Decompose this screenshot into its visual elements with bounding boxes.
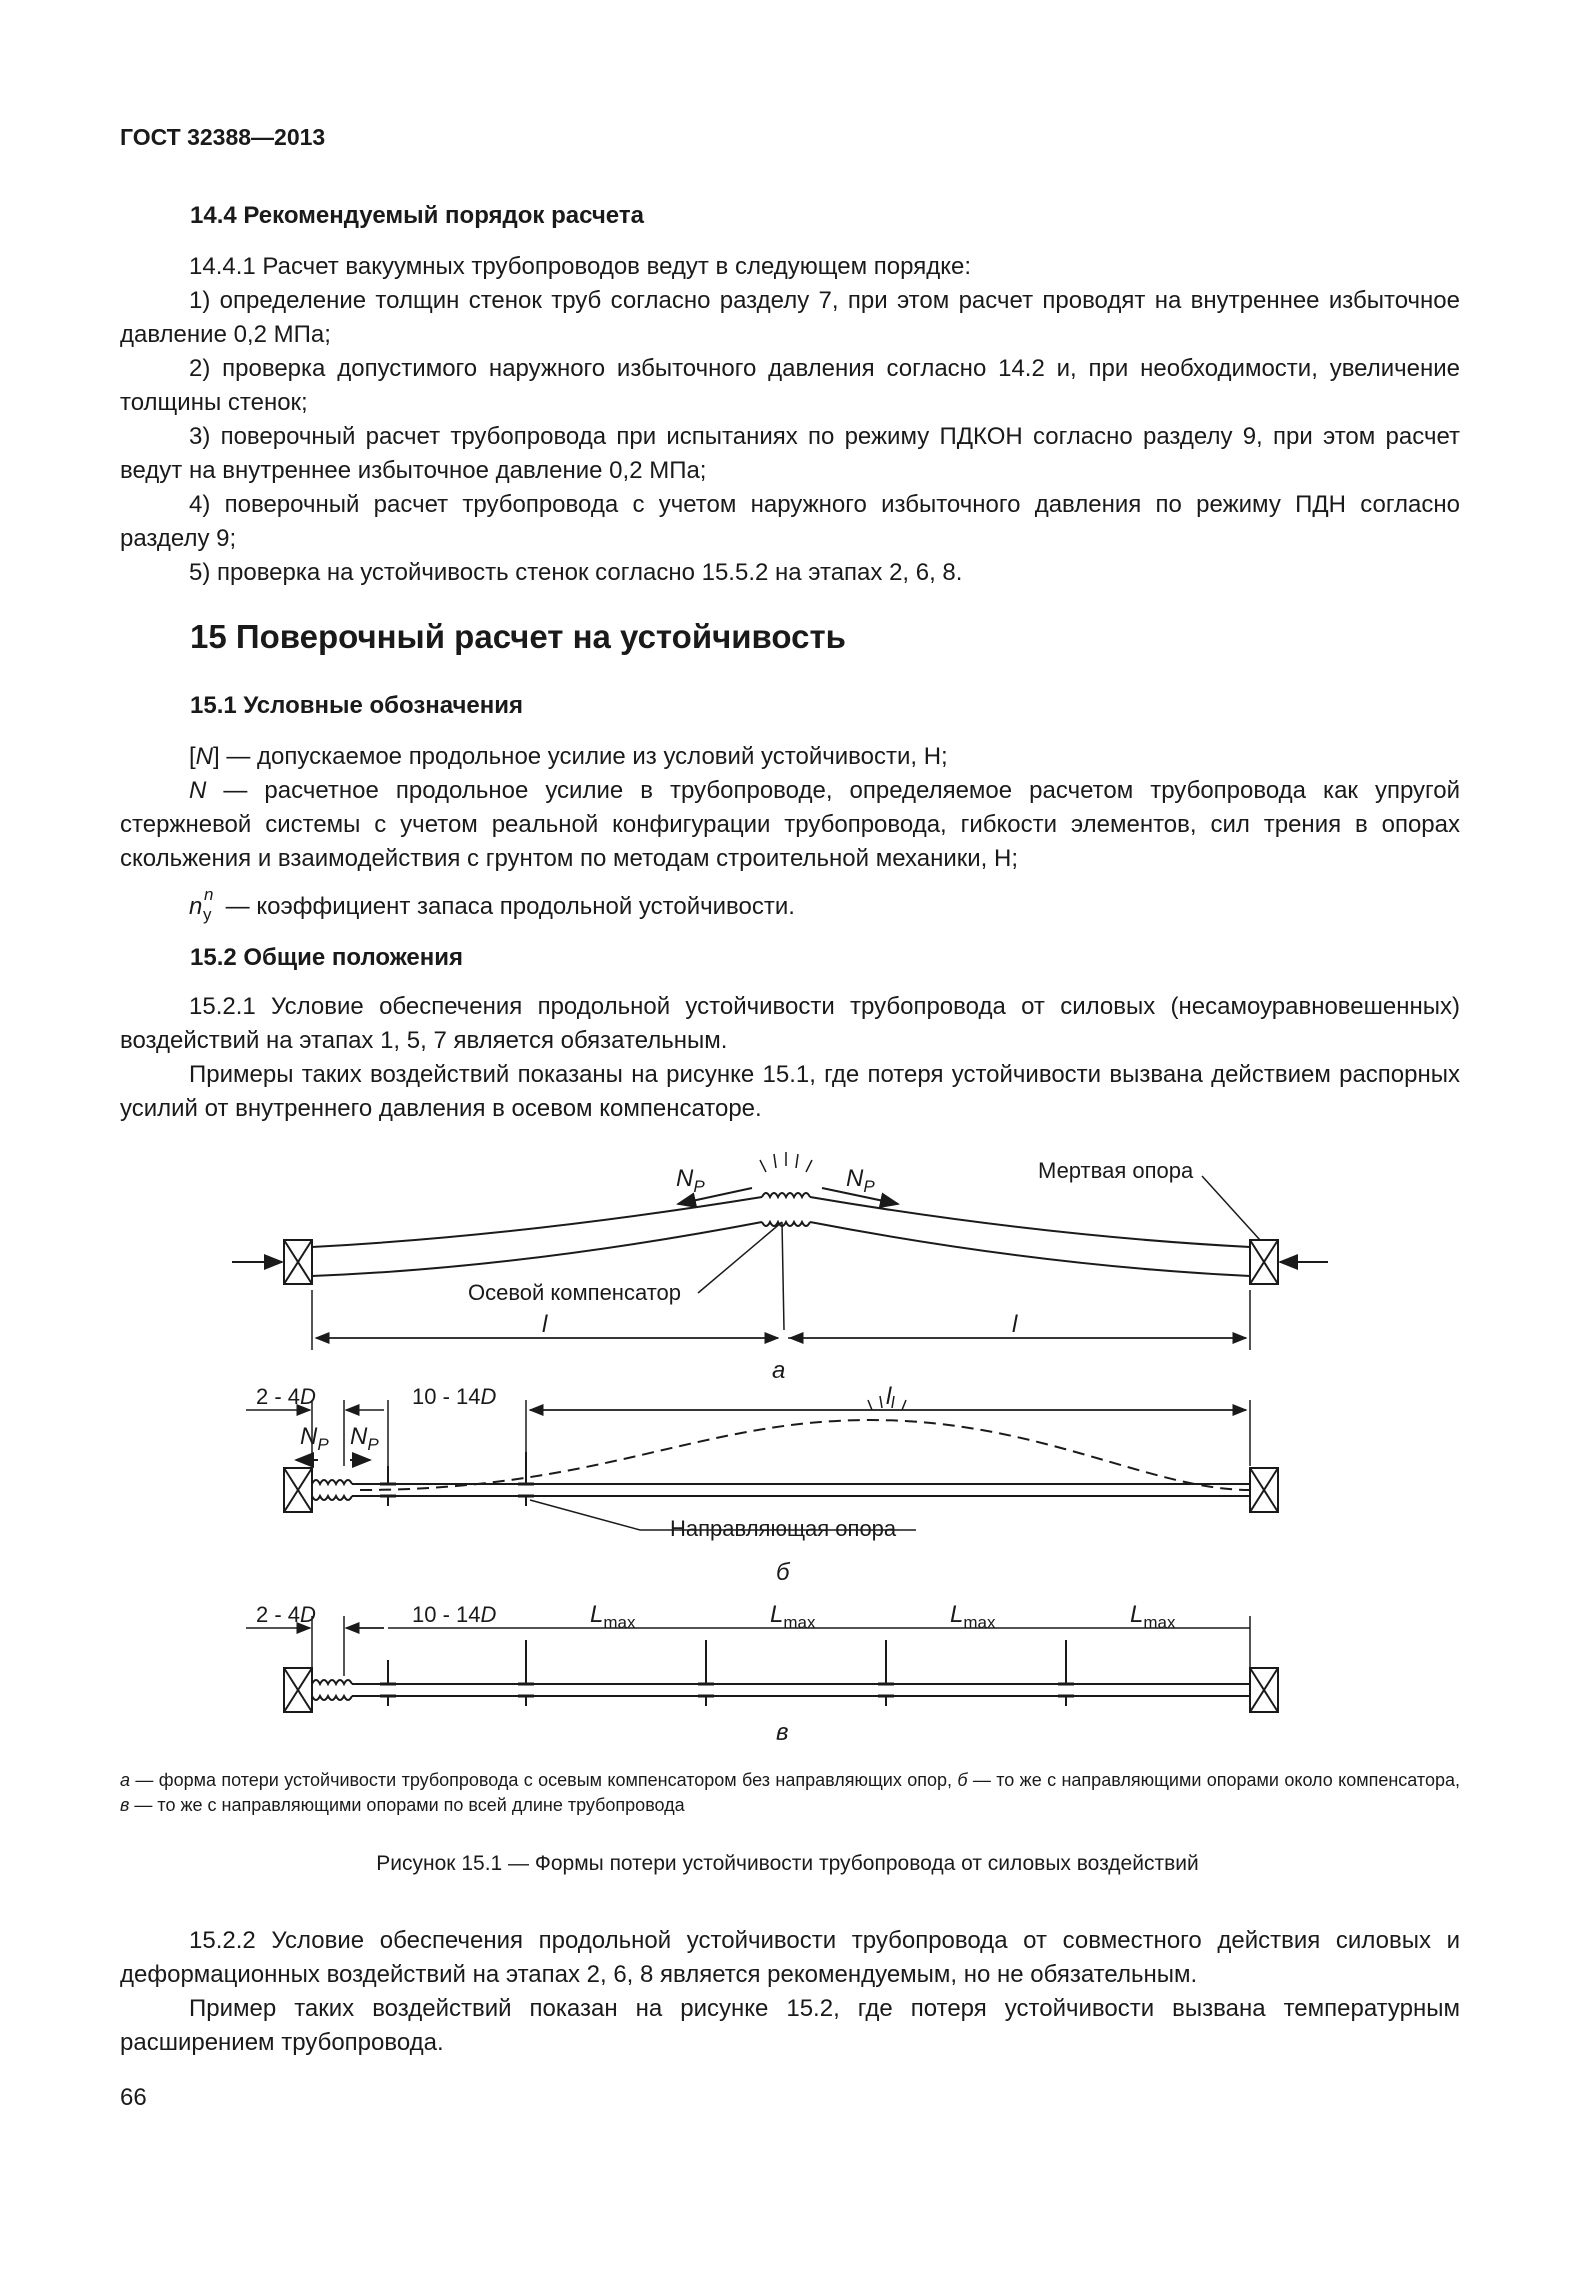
compensator-b-bottom bbox=[312, 1496, 352, 1500]
document-code: ГОСТ 32388—2013 bbox=[120, 124, 326, 150]
guide-support-b-1 bbox=[380, 1466, 396, 1506]
pipe-wall-top-left bbox=[312, 1197, 762, 1247]
page-number: 66 bbox=[120, 2084, 147, 2111]
label-v: в bbox=[776, 1719, 789, 1746]
label-l-b: l bbox=[886, 1383, 892, 1410]
label-axial-compensator: Осевой компенсатор bbox=[468, 1280, 682, 1305]
label-lmax-4: $L_{max}$ bbox=[1130, 1601, 1176, 1632]
compensator-b-top bbox=[312, 1480, 352, 1484]
paragraph-15-2-1: 15.2.1 Условие обеспечения продольной устойчивости трубопровода от силовых (несамоуравновешенных) воздействий на этапах 1, 5, 7 является обязательным. bbox=[120, 993, 1460, 1054]
paragraph-examples: Примеры таких воздействий показаны на рисунке 15.1, где потеря устойчивости вызвана действием распорных усилий от внутреннего давления в осевом компенсаторе. bbox=[120, 1061, 1460, 1122]
compensator-leader bbox=[698, 1222, 782, 1293]
list-item-1: 1) определение толщин стенок труб согласно разделу 7, при этом расчет проводят на внутреннее избыточное давление 0,2 МПа; bbox=[120, 287, 1460, 348]
label-l-left: l bbox=[542, 1311, 548, 1338]
figure-15-1 bbox=[0, 1140, 1575, 1760]
label-np-right-a: $N_P$ bbox=[846, 1165, 875, 1196]
section-14-4-title: 14.4 Рекомендуемый порядок расчета bbox=[190, 202, 644, 229]
list-item-3: 3) поверочный расчет трубопровода при испытаниях по режиму ПДКОН согласно разделу 9, при этом расчет ведут на внутреннее избыточное давление 0,2 МПа; bbox=[120, 423, 1460, 484]
paragraph-14-4-1: 14.4.1 Расчет вакуумных трубопроводов ведут в следующем порядке: bbox=[189, 253, 972, 280]
compensator-v-top bbox=[312, 1680, 352, 1684]
compensator-bellows-bottom bbox=[762, 1222, 810, 1226]
list-item-4: 4) поверочный расчет трубопровода с учетом наружного избыточного давления по режиму ПДН согласно разделу 9; bbox=[120, 491, 1460, 552]
dead-support-leader bbox=[1202, 1176, 1260, 1240]
list-item-5: 5) проверка на устойчивость стенок согласно 15.5.2 на этапах 2, 6, 8. bbox=[189, 559, 963, 586]
section-15-1-title: 15.1 Условные обозначения bbox=[190, 692, 524, 719]
label-a: а bbox=[772, 1357, 786, 1384]
dead-support-right bbox=[1250, 1240, 1278, 1284]
list-item-2: 2) проверка допустимого наружного избыточного давления согласно 14.2 и, при необходимости, увеличение толщины стенок; bbox=[120, 355, 1460, 416]
dead-support-right-v bbox=[1250, 1668, 1278, 1712]
guide-support-leader bbox=[530, 1500, 640, 1530]
label-np-left-a: $N_P$ bbox=[676, 1165, 705, 1196]
section-15-title: 15 Поверочный расчет на устойчивость bbox=[190, 618, 846, 655]
figure-caption: а — форма потери устойчивости трубопровода с осевым компенсатором без направляющих опор, б — то же с направляющими опорами около компенсатора, в — то же с направляющими опорами по всей длине трубопровода bbox=[120, 1770, 1460, 1815]
pipe-wall-top-right bbox=[810, 1197, 1250, 1247]
compensator-bellows-top bbox=[762, 1193, 810, 1197]
diagram-v bbox=[246, 1616, 1278, 1712]
label-lmax-1: $L_{max}$ bbox=[590, 1601, 636, 1632]
diagram-b bbox=[246, 1396, 1278, 1530]
pipe-wall-bottom-left bbox=[312, 1222, 762, 1276]
label-10-14d-v: 10 - 14D bbox=[412, 1602, 497, 1627]
label-2-4d-b: 2 - 4D bbox=[256, 1384, 316, 1409]
dead-support-right-b bbox=[1250, 1468, 1278, 1512]
label-np-right-b: $N_P$ bbox=[350, 1423, 379, 1454]
buckled-shape-b bbox=[360, 1420, 1250, 1490]
label-dead-support: Мертвая опора bbox=[1038, 1158, 1194, 1183]
paragraph-example-2: Пример таких воздействий показан на рисунке 15.2, где потеря устойчивости вызвана температурным расширением трубопровода. bbox=[120, 1995, 1460, 2056]
label-np-left-b: $N_P$ bbox=[300, 1423, 329, 1454]
label-b: б bbox=[776, 1559, 790, 1586]
center-extension-line bbox=[782, 1222, 784, 1330]
label-l-right: l bbox=[1012, 1311, 1018, 1338]
label-guide-support: Направляющая опора bbox=[670, 1516, 897, 1541]
burst-lines-a bbox=[760, 1152, 812, 1172]
dead-support-left bbox=[284, 1240, 312, 1284]
label-10-14d-b: 10 - 14D bbox=[412, 1384, 497, 1409]
dead-support-left-b bbox=[284, 1468, 312, 1512]
label-lmax-3: $L_{max}$ bbox=[950, 1601, 996, 1632]
section-15-2-title: 15.2 Общие положения bbox=[190, 944, 464, 971]
figure-title: Рисунок 15.1 — Формы потери устойчивости трубопровода от силовых воздействий bbox=[376, 1852, 1199, 1875]
definition-design-force: N — расчетное продольное усилие в трубопроводе, определяемое расчетом трубопровода как упругой стержневой системы с учетом реальной конфигурации трубопровода, гибкости элементов, сил трения в опорах скольжения и взаимодействия с грунтом по методам строительной механики, Н; bbox=[120, 777, 1460, 872]
definition-safety-factor: n n y — коэффициент запаса продольной устойчивости. bbox=[189, 885, 795, 924]
definition-allowable-force: [N] — допускаемое продольное усилие из условий устойчивости, Н; bbox=[189, 743, 948, 770]
label-2-4d-v: 2 - 4D bbox=[256, 1602, 316, 1627]
dead-support-left-v bbox=[284, 1668, 312, 1712]
paragraph-15-2-2: 15.2.2 Условие обеспечения продольной устойчивости трубопровода от совместного действия силовых и деформационных воздействий на этапах 2, 6, 8 является рекомендуемым, но не обязательным. bbox=[120, 1927, 1460, 1988]
pipe-wall-bottom-right bbox=[810, 1222, 1250, 1276]
compensator-v-bottom bbox=[312, 1696, 352, 1700]
label-lmax-2: $L_{max}$ bbox=[770, 1601, 816, 1632]
